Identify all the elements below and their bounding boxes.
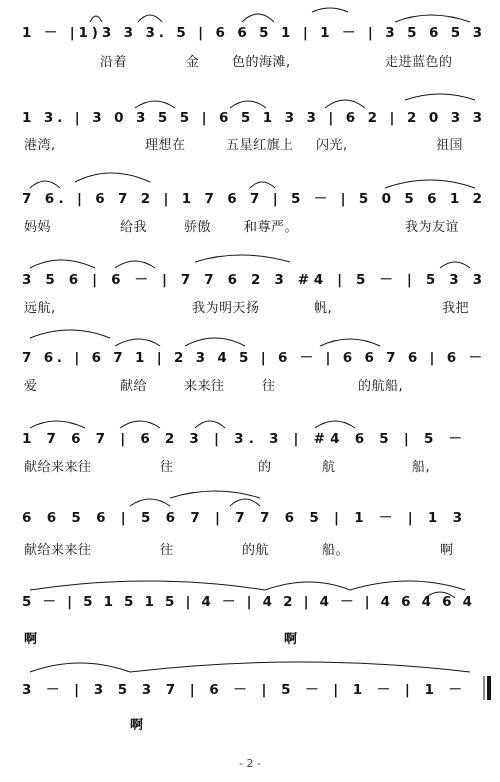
lyric-2-5: 祖国	[436, 138, 464, 153]
slur	[115, 261, 155, 268]
slur	[230, 101, 266, 108]
lyric-6-1: 献给来来往	[24, 460, 92, 475]
staff-line-8	[22, 594, 472, 610]
slur	[30, 663, 130, 672]
slur	[230, 499, 260, 506]
lyric-7-4: 船。	[322, 543, 350, 558]
lyric-6-2: 往	[160, 460, 174, 475]
lyric-2-1: 港湾,	[24, 138, 56, 153]
slur	[138, 15, 162, 22]
staff-line-5	[22, 350, 482, 366]
lyric-7-3: 的航	[242, 543, 270, 558]
lyric-1-3: 色的海滩,	[232, 55, 291, 70]
page-number: - 2 -	[239, 757, 261, 770]
slur	[120, 421, 160, 428]
lyric-7-1: 献给来来往	[24, 543, 92, 558]
lyric-1-1: 沿着	[100, 55, 128, 70]
notes-line-6: 1 7 6 7 | 6 2 3 | 3. 3 | #4 6 5 | 5 －	[22, 431, 462, 447]
slur	[395, 15, 470, 22]
lyric-4-1: 远航,	[24, 301, 56, 316]
lyric-8-1: 啊	[24, 632, 38, 647]
notes-line-1: 1 － |1)3 3 3. 5 | 6 6 5 1 | 1 － | 3 5 6 5 3	[22, 25, 482, 41]
slur	[312, 8, 348, 12]
slur	[30, 260, 95, 268]
slur	[320, 339, 380, 346]
slur	[385, 180, 475, 188]
slur	[250, 182, 275, 188]
slur	[195, 421, 225, 428]
staff-line-7	[22, 510, 462, 526]
notes-line-8: 5 － | 5 1 5 1 5 | 4 － | 4 2 | 4 － | 4 6 4 6 4	[22, 594, 472, 610]
lyric-4-4: 我把	[442, 301, 470, 316]
slur	[185, 338, 245, 346]
lyric-7-2: 往	[160, 543, 174, 558]
slur	[350, 581, 465, 590]
slur	[405, 94, 475, 100]
notes-line-5: 7 6. | 6 7 1 | 2 3 4 5 | 6 － | 6 6 7 6 | 6 －	[22, 350, 482, 366]
lyric-1-2: 金	[186, 55, 200, 70]
lyric-2-4: 闪光,	[316, 138, 348, 153]
slur	[195, 255, 290, 262]
slur	[325, 100, 365, 108]
slur	[30, 421, 85, 428]
notes-line-4: 3 5 6 | 6 － | 7 7 6 2 3 #4 | 5 － | 5 3 3	[22, 272, 482, 288]
lyric-3-3: 骄傲	[184, 220, 212, 235]
lyric-5-4: 往	[262, 379, 276, 394]
notes-line-2: 1 3. | 3 0 3 5 5 | 6 5 1 3 3 | 6 2 | 2 0 3 3	[22, 110, 482, 126]
lyric-2-2: 理想在	[145, 138, 186, 153]
lyric-1-4: 走进蓝色的	[385, 55, 453, 70]
staff-line-4	[22, 272, 482, 288]
slur	[115, 339, 160, 346]
notes-line-9: 3 － | 3 5 3 7 | 6 － | 5 － | 1 － | 1 －	[22, 682, 462, 698]
slur	[30, 330, 110, 338]
slur	[440, 262, 470, 268]
staff-line-9	[22, 682, 462, 698]
slur	[315, 421, 355, 428]
staff-line-1	[22, 25, 482, 41]
lyric-4-2: 我为明天扬	[192, 301, 260, 316]
lyric-9-1: 啊	[130, 718, 144, 733]
lyric-8-2: 啊	[284, 632, 298, 647]
notes-line-3: 7 6. | 6 7 2 | 1 7 6 7 | 5 － | 5 0 5 6 1 2	[22, 191, 482, 207]
lyric-5-5: 的航船,	[358, 379, 404, 394]
slur	[242, 14, 274, 22]
lyric-6-5: 船,	[412, 460, 431, 475]
lyric-4-3: 帆,	[314, 301, 333, 316]
lyric-5-3: 来来往	[184, 379, 225, 394]
slur	[265, 582, 350, 590]
lyric-6-4: 航	[322, 460, 336, 475]
lyric-2-3: 五星红旗上	[226, 138, 294, 153]
slur	[130, 662, 470, 672]
staff-line-3	[22, 191, 482, 207]
staff-line-6	[22, 431, 462, 447]
slur	[130, 499, 170, 506]
slur	[75, 173, 150, 182]
slur	[30, 181, 60, 188]
lyric-6-3: 的	[258, 460, 272, 475]
slur	[30, 581, 265, 590]
slur	[135, 101, 175, 108]
lyric-3-5: 我为友谊	[405, 220, 460, 235]
slur	[170, 491, 260, 498]
lyric-5-2: 献给	[120, 379, 148, 394]
lyric-3-1: 妈妈	[24, 220, 52, 235]
slur	[90, 16, 102, 22]
notes-line-7: 6 6 5 6 | 5 6 7 | 7 7 6 5 | 1 － | 1 3	[22, 510, 462, 526]
lyric-3-4: 和尊严。	[244, 220, 299, 235]
lyric-3-2: 给我	[120, 220, 148, 235]
staff-line-2	[22, 110, 482, 126]
lyric-5-1: 爱	[24, 379, 38, 394]
lyric-7-5: 啊	[440, 543, 454, 558]
